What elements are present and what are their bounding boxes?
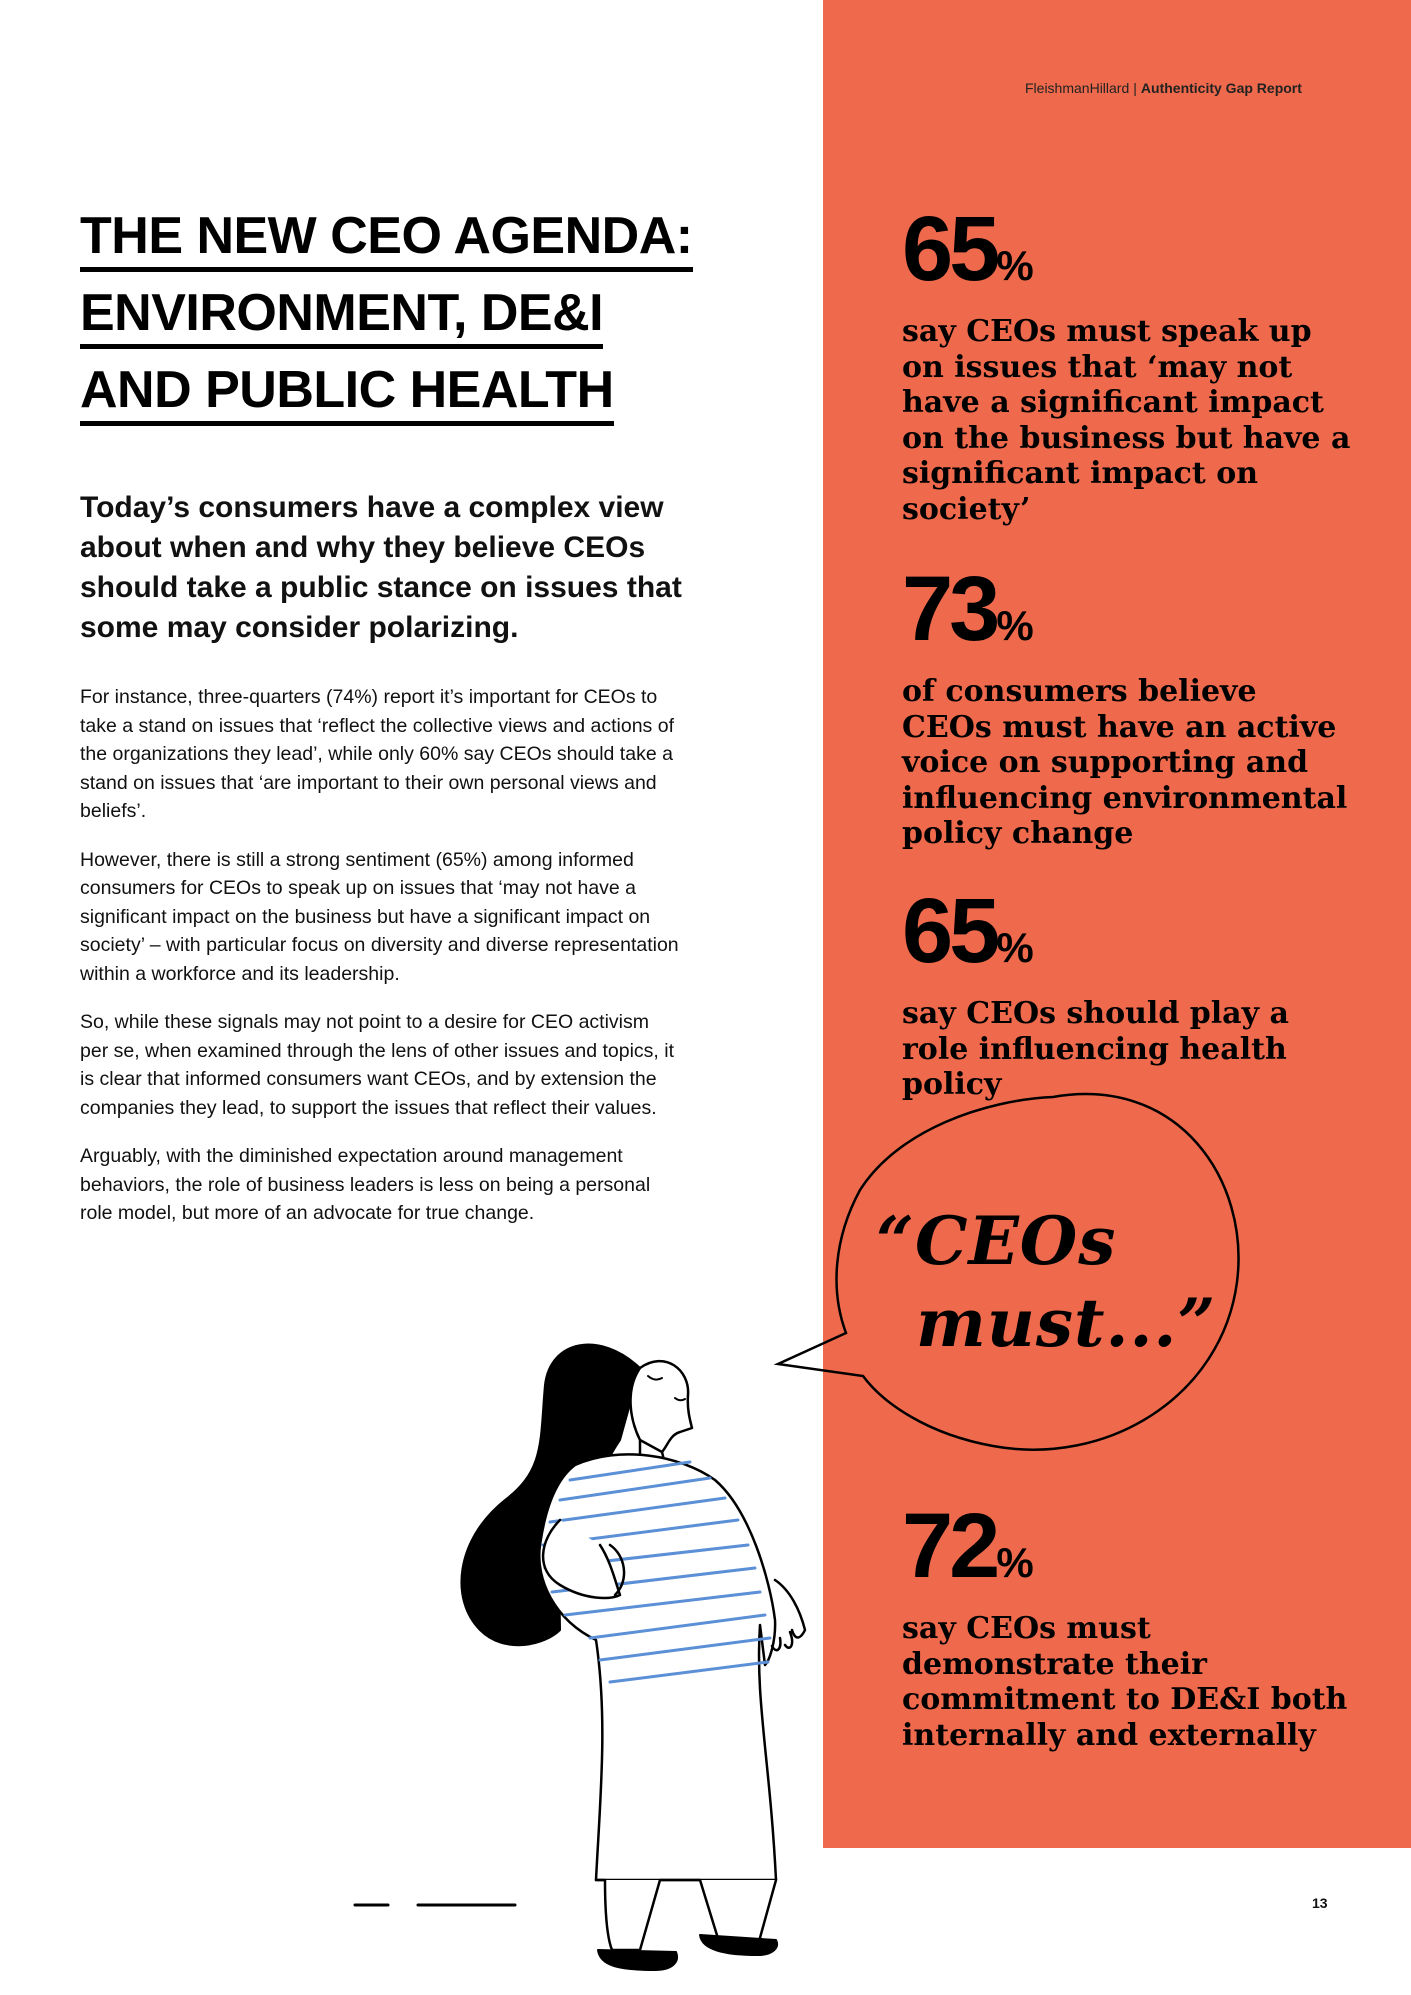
quote-line-1: “CEOs [876,1202,1117,1280]
stat-2-text: of consumers believe CEOs must have an active voice on supporting and influencing environmental policy change [902,674,1348,851]
stat-2-value: 73 [902,558,997,660]
title-line-2: ENVIRONMENT, DE&I [80,282,603,349]
body-paragraph-1: For instance, three-quarters (74%) report it’s important for CEOs to take a stand on issues that ‘reflect the collective views and actions of the organizations they lead’, while only 60% say CEOs should take a stand on issues that ‘are important to their own personal views and beliefs’. [80,686,674,822]
stat-1-text: say CEOs must speak up on issues that ‘may not have a significant impact on the business but have a significant impact on society’ [902,314,1351,527]
stat-4-text: say CEOs must demonstrate their commitment to DE&I both internally and externally [902,1611,1348,1753]
woman-figure-icon [461,1345,805,1970]
stat-4-value: 72 [902,1495,997,1597]
brand-name: FleishmanHillard [1025,80,1130,96]
stat-2-unit: % [996,602,1034,649]
page-number: 13 [1312,1895,1328,1911]
stat-3-value: 65 [902,880,997,982]
body-paragraph-4: Arguably, with the diminished expectation around management behaviors, the role of business leaders is less on being a personal role model, but more of an advocate for true change. [80,1145,651,1224]
stat-3-text: say CEOs should play a role influencing health policy [902,996,1289,1102]
stat-1-value: 65 [902,198,997,300]
body-paragraph-3: So, while these signals may not point to a desire for CEO activism per se, when examined through the lens of other issues and topics, it is clear that informed consumers want CEOs, and by extension the companies they lead, to support the issues that reflect their values. [80,1011,675,1119]
body-paragraph-2: However, there is still a strong sentiment (65%) among informed consumers for CEOs to speak up on issues that ‘may not have a significant impact on the business but have a significant impact on society’ – with particular focus on diversity and diverse representation within a workforce and its leadership. [80,848,679,985]
stat-3-unit: % [996,924,1034,971]
quote [876,1200,1216,1364]
report-title: Authenticity Gap Report [1140,80,1302,96]
stat-4-unit: % [996,1539,1034,1586]
title-line-1: THE NEW CEO AGENDA: [80,205,693,272]
header-separator: | [1133,80,1137,96]
stat-1-unit: % [996,242,1034,289]
lead-paragraph: Today’s consumers have a complex view about when and why they believe CEOs should take a public stance on issues that some may consider polarizing. [80,491,682,644]
title-line-3: AND PUBLIC HEALTH [80,359,614,426]
quote-line-2: must...” [916,1284,1217,1362]
